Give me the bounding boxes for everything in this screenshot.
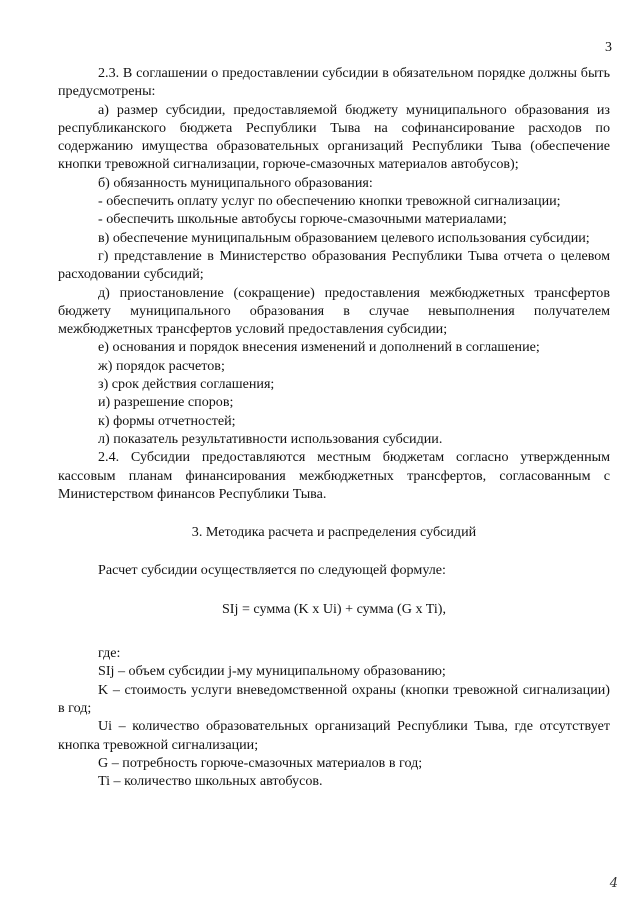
- item-a: а) размер субсидии, предоставляемой бюджету муниципального образования из республиканского бюджета Республики Тыва на софинансирование расходов по содержанию имущества образовательных организаций Республики Тыва (обеспечение кнопки тревожной сигнализации, горюче-смазочных материалов автобусов);: [58, 101, 610, 173]
- definition-k: K – стоимость услуги вневедомственной охраны (кнопки тревожной сигнализации) в год;: [58, 681, 610, 716]
- formula: SIj = сумма (K x Ui) + сумма (G x Ti),: [221, 600, 447, 617]
- definition-ui: Ui – количество образовательных организаций Республики Тыва, где отсутствует кнопка тревожной сигнализации;: [58, 718, 610, 753]
- where-label: где:: [98, 645, 121, 662]
- item-zh: ж) порядок расчетов;: [98, 357, 225, 374]
- definition-g: G – потребность горюче-смазочных материалов в год;: [98, 754, 423, 771]
- item-g: г) представление в Министерство образования Республики Тыва отчета о целевом расходовании субсидий;: [58, 247, 610, 283]
- section-2-3-intro: 2.3. В соглашении о предоставлении субсидии в обязательном порядке должны быть предусмотрены:: [58, 65, 610, 100]
- item-l: л) показатель результативности использования субсидии.: [98, 430, 443, 447]
- item-e: е) основания и порядок внесения изменений и дополнений в соглашение;: [98, 339, 540, 356]
- definition-ti: Ti – количество школьных автобусов.: [98, 773, 323, 790]
- section-3-intro: Расчет субсидии осуществляется по следующей формуле:: [98, 562, 446, 579]
- item-k: к) формы отчетностей;: [98, 412, 236, 429]
- item-v: в) обеспечение муниципальным образованием целевого использования субсидии;: [98, 229, 590, 246]
- item-z: з) срок действия соглашения;: [98, 376, 275, 393]
- item-b-2: - обеспечить школьные автобусы горюче-смазочными материалами;: [98, 211, 507, 228]
- page-number: 3: [605, 40, 612, 55]
- item-b-1: - обеспечить оплату услуг по обеспечению кнопки тревожной сигнализации;: [98, 193, 561, 210]
- section-2-4: 2.4. Субсидии предоставляются местным бюджетам согласно утвержденным кассовым планам финансирования межбюджетных трансфертов, согласованным с Министерством финансов Республики Тыва.: [58, 449, 610, 502]
- document-body: [58, 64, 610, 790]
- definition-sij: SIj – объем субсидии j-му муниципальному образованию;: [98, 663, 446, 680]
- item-i: и) разрешение споров;: [98, 394, 234, 411]
- item-b: б) обязанность муниципального образования:: [98, 174, 373, 191]
- item-d: д) приостановление (сокращение) предоставления межбюджетных трансфертов бюджету муниципального образования в случае невыполнения получателем межбюджетных трансфертов условий предоставления субсидии;: [58, 284, 610, 338]
- handwritten-page-mark: 4: [609, 876, 618, 891]
- section-3-heading: 3. Методика расчета и распределения субсидий: [191, 524, 477, 541]
